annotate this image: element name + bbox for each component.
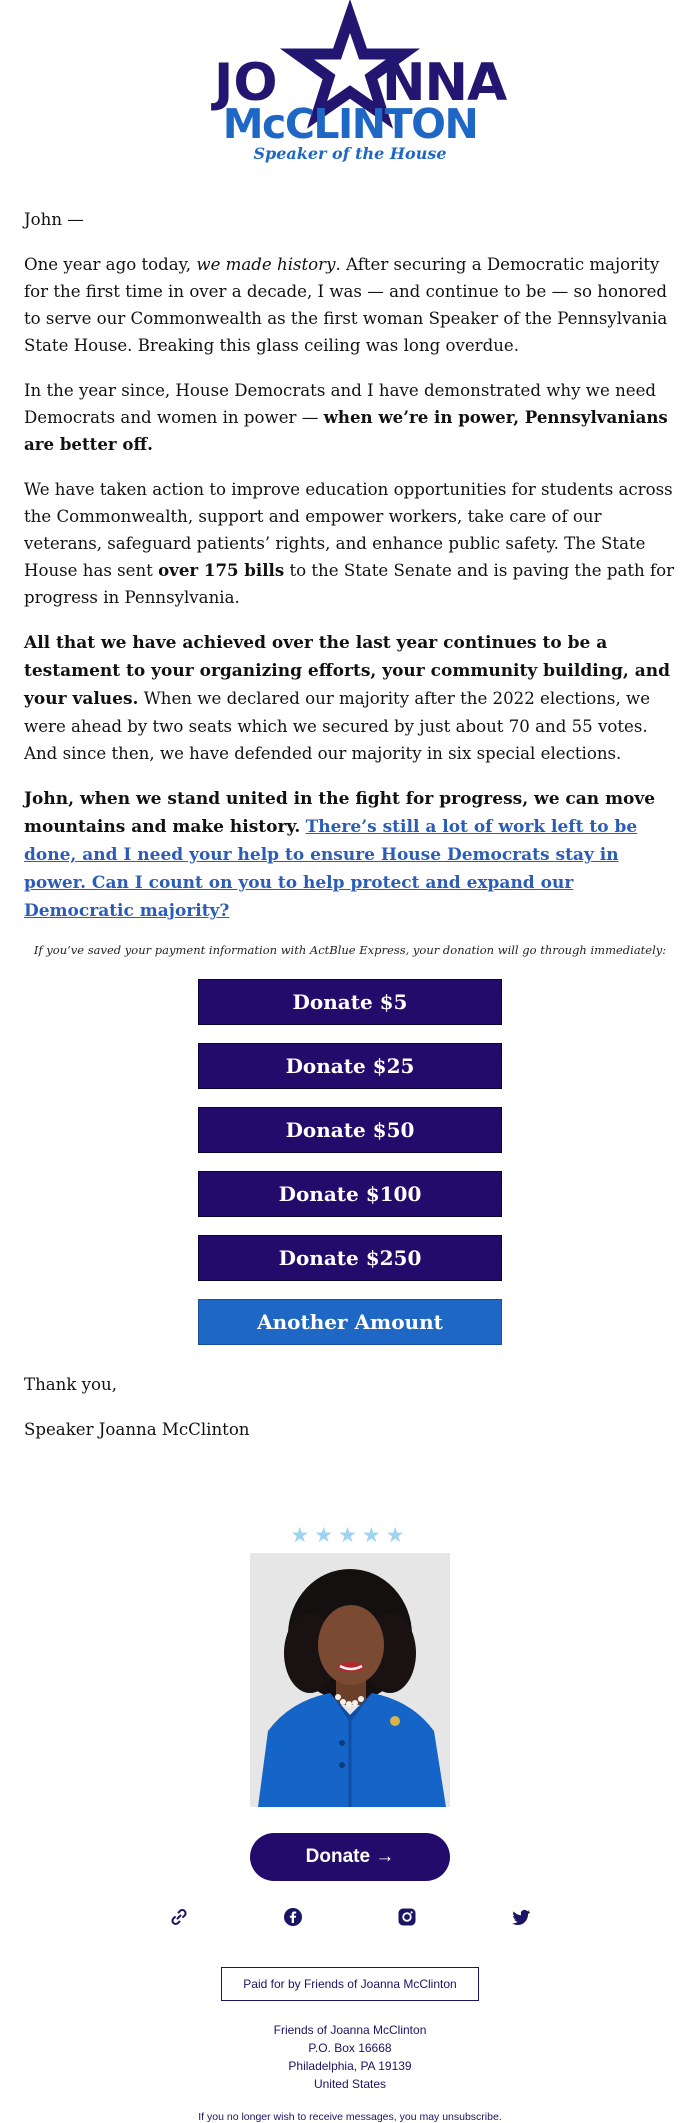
- donate-25-button[interactable]: Donate $25: [198, 1043, 502, 1089]
- email-container: [20, 0, 680, 2123]
- paragraph-2: [24, 377, 676, 458]
- link-icon[interactable]: [169, 1907, 189, 1927]
- donate-ask-link[interactable]: There’s still a lot of work left to be done, and I need your help to ensure House Democrats stay in power. Can I count on you to help protect and expand our Democratic majority?: [24, 817, 638, 921]
- p3-text-a: We have taken action to improve education opportunities for students across the Commonwealth, support and empower workers, take care of our veterans, safeguard patients’ rights, and enhance public safety. The State House has sent: [24, 480, 673, 580]
- salutation: John —: [24, 210, 84, 229]
- donate-pill-button[interactable]: Donate →: [250, 1833, 450, 1881]
- unsubscribe-text: If you no longer wish to receive messages, you may: [198, 2111, 443, 2123]
- logo-line2: McCLINTON: [222, 100, 478, 148]
- donate-100-button[interactable]: Donate $100: [198, 1171, 502, 1217]
- p3-bold: over 175 bills: [158, 560, 285, 580]
- paragraph-4: [24, 629, 676, 767]
- address-po-box: P.O. Box 16668: [308, 2041, 392, 2055]
- instagram-icon[interactable]: [397, 1907, 417, 1927]
- p3-text-c: to the State Senate and is paving the path for progress in Pennsylvania.: [24, 561, 675, 607]
- thanks-text: Thank you,: [24, 1375, 117, 1394]
- signature: Speaker Joanna McClinton: [24, 1420, 250, 1439]
- donate-5-button[interactable]: Donate $5: [198, 979, 502, 1025]
- donate-button-group: [20, 979, 680, 1345]
- twitter-icon[interactable]: [511, 1907, 531, 1927]
- actblue-express-note: If you’ve saved your payment information with ActBlue Express, your donation will go through immediately:: [33, 943, 667, 957]
- p2-bold: when we’re in power, Pennsylvanians are better off.: [24, 407, 668, 454]
- unsubscribe-period: .: [498, 2111, 502, 2123]
- donate-250-button[interactable]: Donate $250: [198, 1235, 502, 1281]
- social-links: [20, 1907, 680, 1931]
- donate-50-button[interactable]: Donate $50: [198, 1107, 502, 1153]
- logo-line1-right: NNA: [382, 53, 507, 113]
- p1-emphasis: we made history: [196, 255, 336, 274]
- email-body: [20, 206, 680, 925]
- candidate-photo: [250, 1553, 450, 1807]
- logo-graphic: [210, 14, 507, 164]
- p4-text: When we declared our majority after the 2022 elections, we were ahead by two seats which we secured by just about 70 and 55 votes. And since then, we have defended our majority in six special elections.: [24, 689, 651, 763]
- address-country: United States: [313, 2077, 387, 2091]
- p2-text-a: In the year since, House Democrats and I have demonstrated why we need Democrats and women in power —: [24, 381, 657, 427]
- star-row: ★★★★★: [290, 1523, 410, 1547]
- p1-text-b: . After securing a Democratic majority for the first time in over a decade, I was — and continue to be — so honored to serve our Commonwealth as the first woman Speaker of the Pennsylvania State House. Breaking this glass ceiling was long overdue.: [24, 255, 668, 355]
- another-amount-button[interactable]: Another Amount: [198, 1299, 502, 1345]
- logo-tagline: Speaker of the House: [253, 144, 447, 163]
- unsubscribe-link[interactable]: unsubscribe: [442, 2111, 499, 2123]
- p4-bold: All that we have achieved over the last year continues to be a testament to your organizing efforts, your community building, and your values.: [24, 633, 671, 709]
- campaign-logo: [20, 0, 680, 172]
- paid-for-disclaimer: Paid for by Friends of Joanna McClinton: [221, 1967, 479, 2001]
- paragraph-1: [24, 251, 676, 359]
- address-city: Philadelphia, PA 19139: [288, 2059, 412, 2073]
- unsubscribe-line: [20, 2111, 680, 2123]
- logo-line1-left: JO: [214, 53, 278, 113]
- p1-text-a: One year ago today,: [24, 255, 197, 274]
- p5-bold: John, when we stand united in the fight for progress, we can move mountains and make history.: [24, 789, 656, 837]
- mailing-address: [20, 2021, 680, 2093]
- address-org: Friends of Joanna McClinton: [273, 2023, 427, 2037]
- candidate-portrait-image: [250, 1553, 450, 1807]
- sign-off: [20, 1371, 680, 1443]
- facebook-icon[interactable]: [283, 1907, 303, 1927]
- paragraph-5: [24, 785, 676, 925]
- paragraph-3: [24, 476, 676, 611]
